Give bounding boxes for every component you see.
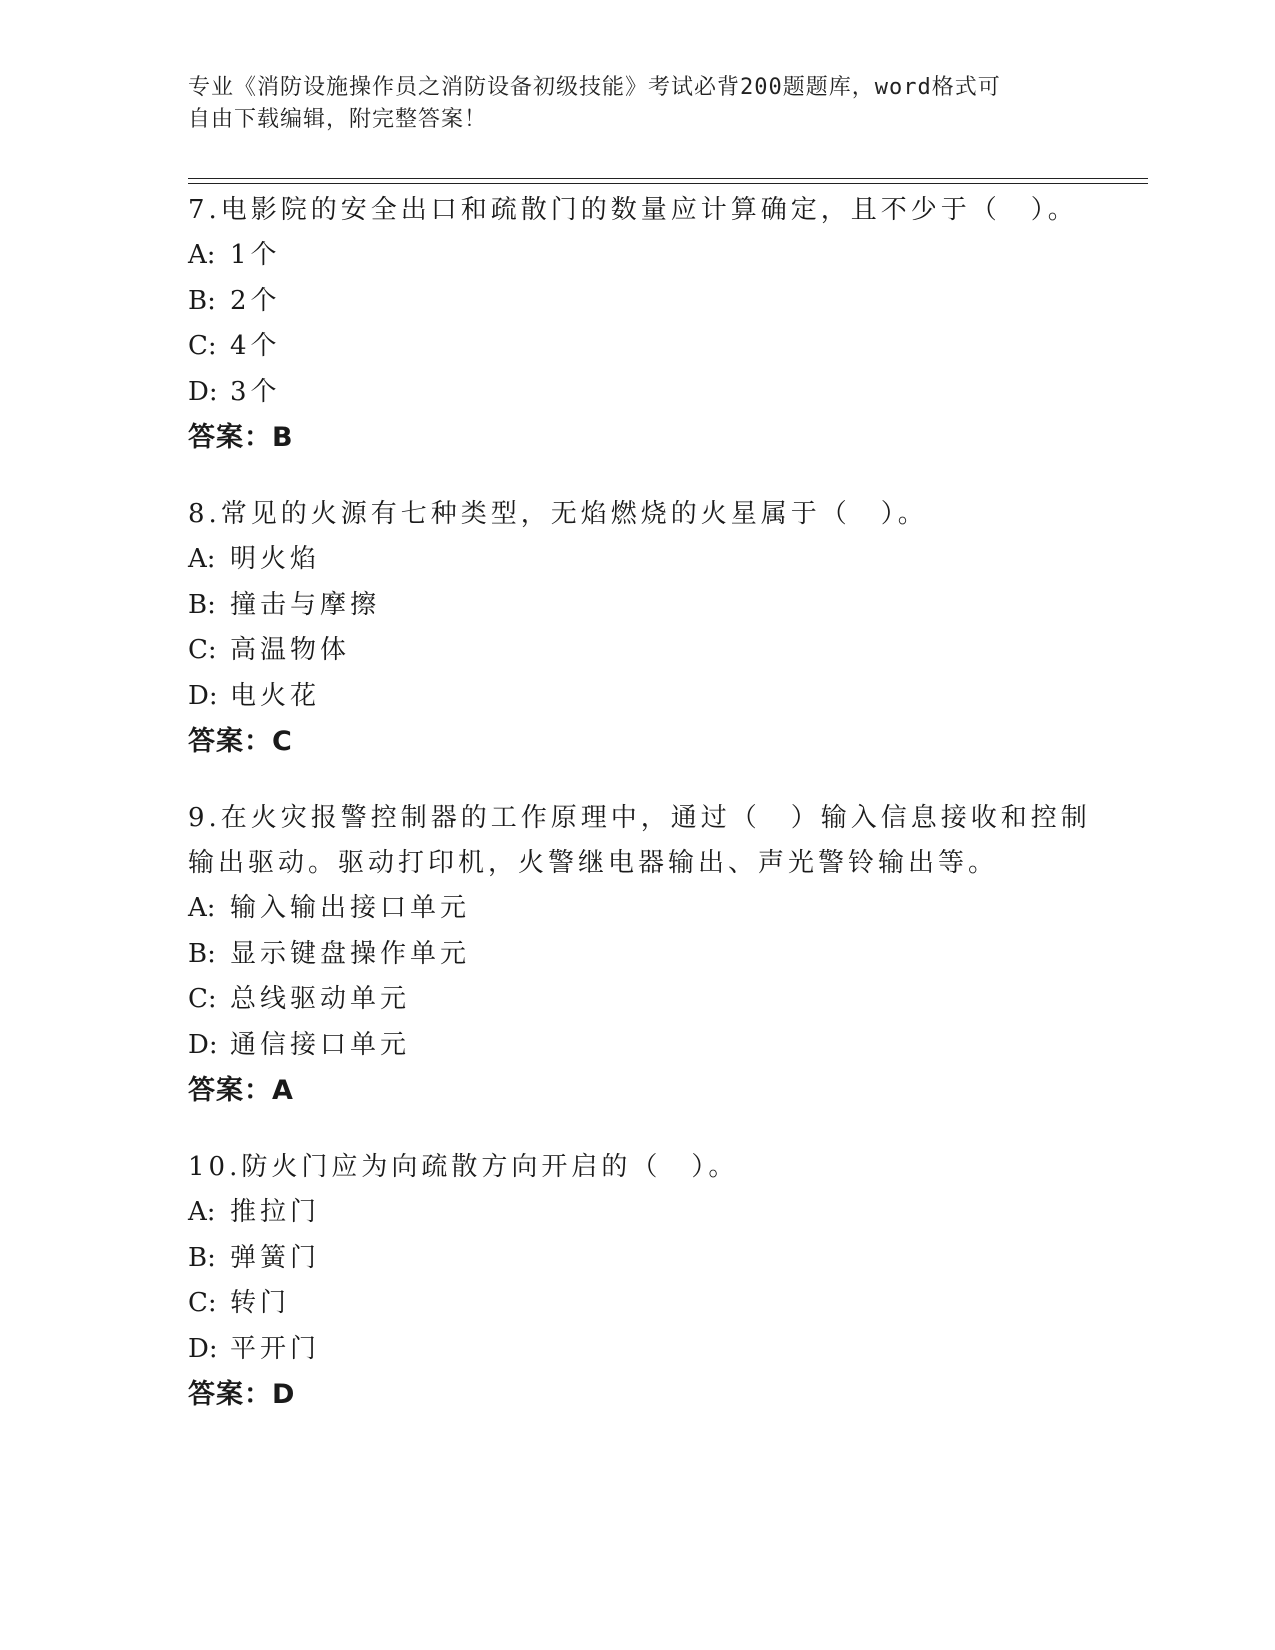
question-stem-line: 8.常见的火源有七种类型，无焰燃烧的火星属于（ ）。: [188, 499, 928, 529]
option-text: 总线驱动单元: [230, 984, 411, 1014]
question-stem-line: 10.防火门应为向疏散方向开启的（ ）。: [188, 1152, 739, 1182]
option-key: B:: [188, 589, 216, 620]
question-stem: [188, 188, 1088, 233]
document-header: [188, 72, 1068, 136]
answer-option: [188, 1327, 1088, 1373]
answer-option: [188, 583, 1088, 629]
answer-line: 答案：A: [188, 1075, 294, 1106]
option-key: D:: [188, 1029, 218, 1060]
option-text: 通信接口单元: [230, 1029, 411, 1060]
option-text: 平开门: [230, 1333, 321, 1364]
answer-line: 答案：B: [188, 422, 294, 453]
answer-option: [188, 674, 1088, 720]
question-stem: [188, 1145, 1088, 1190]
option-key: A:: [188, 544, 216, 574]
answer-option: [188, 628, 1088, 674]
option-key: B:: [188, 285, 216, 316]
option-text: 高温物体: [230, 635, 351, 665]
answer-option: [188, 324, 1088, 370]
option-key: B:: [188, 938, 216, 969]
answer-line: 答案：C: [188, 726, 293, 757]
question-block: [188, 796, 1091, 1113]
question-block: [188, 492, 1088, 764]
option-text: 撞击与摩擦: [230, 589, 381, 620]
option-text: 弹簧门: [230, 1242, 321, 1273]
answer-option: [188, 233, 1088, 279]
option-key: D:: [188, 680, 218, 711]
option-text: 1个: [230, 240, 281, 270]
answer-line: 答案：D: [188, 1379, 296, 1410]
question-stem: [188, 796, 1091, 886]
answer-option: [188, 932, 1088, 978]
question-stem-line: 输出驱动。驱动打印机，火警继电器输出、声光警铃输出等。: [188, 848, 999, 878]
option-text: 3个: [230, 376, 281, 407]
option-text: 明火焰: [230, 544, 321, 574]
answer-option: [188, 279, 1088, 325]
answer-option: [188, 977, 1088, 1023]
option-text: 4个: [230, 331, 281, 361]
option-text: 转门: [230, 1288, 291, 1318]
question-stem-line: 9.在火灾报警控制器的工作原理中，通过（ ）输入信息接收和控制: [188, 803, 1091, 833]
header-line-1: 专业《消防设施操作员之消防设备初级技能》考试必背200题题库，word格式可: [188, 75, 1001, 100]
option-key: B:: [188, 1242, 216, 1273]
answer-option: [188, 1236, 1088, 1282]
question-block: [188, 188, 1088, 460]
option-key: A:: [188, 240, 216, 270]
question-stem: [188, 492, 1088, 537]
answer-option: [188, 1023, 1088, 1069]
option-text: 显示键盘操作单元: [230, 938, 471, 969]
answer-option: [188, 370, 1088, 416]
header-divider-top: [188, 178, 1148, 179]
answer-option: [188, 1190, 1088, 1236]
option-key: C:: [188, 984, 217, 1014]
option-key: C:: [188, 635, 217, 665]
answer-option: [188, 886, 1088, 932]
option-text: 2个: [230, 285, 281, 316]
option-key: C:: [188, 1288, 217, 1318]
option-text: 推拉门: [230, 1197, 321, 1227]
header-divider-bottom: [188, 183, 1148, 184]
option-key: C:: [188, 331, 217, 361]
option-key: D:: [188, 376, 218, 407]
option-key: D:: [188, 1333, 218, 1364]
answer-option: [188, 537, 1088, 583]
question-list: [188, 188, 1091, 1449]
option-text: 输入输出接口单元: [230, 893, 471, 923]
option-text: 电火花: [230, 680, 321, 711]
answer-option: [188, 1281, 1088, 1327]
question-stem-line: 7.电影院的安全出口和疏散门的数量应计算确定，且不少于（ ）。: [188, 195, 1078, 225]
option-key: A:: [188, 1197, 216, 1227]
option-key: A:: [188, 893, 216, 923]
header-line-2: 自由下载编辑，附完整答案！: [188, 107, 488, 132]
question-block: [188, 1145, 1088, 1417]
